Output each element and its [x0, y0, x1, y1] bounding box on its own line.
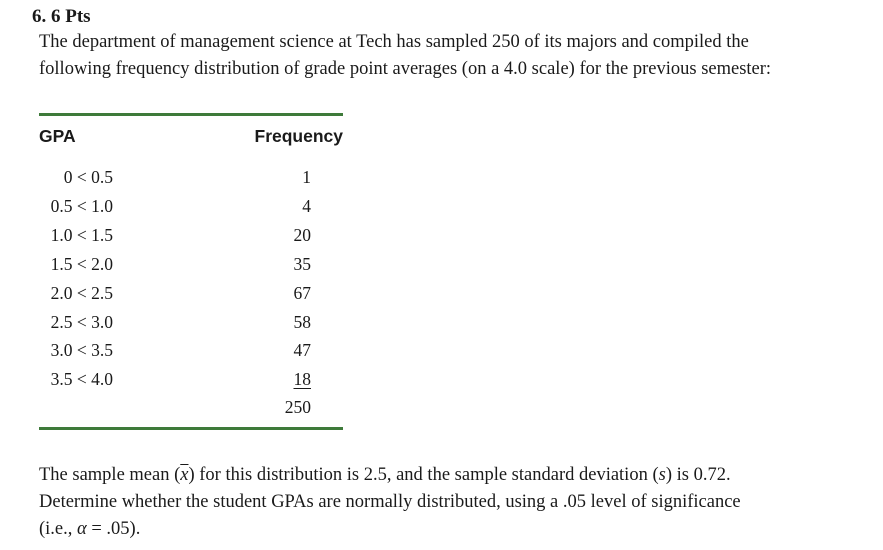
frequency-cell: 67	[293, 283, 311, 303]
frequency-cell: 58	[293, 312, 311, 332]
closing-line-2: Determine whether the student GPAs are normally distributed, using a .05 level of significance	[39, 492, 741, 512]
closing-text: = .05).	[86, 519, 141, 539]
question-number: 6. 6 Pts	[32, 6, 91, 27]
gpa-cell: 0 < 0.5	[63, 167, 113, 187]
intro-line-2: following frequency distribution of grade point averages (on a 4.0 scale) for the previous semester:	[39, 59, 772, 79]
header-frequency: Frequency	[254, 126, 343, 146]
table-row	[39, 250, 343, 278]
closing-text: ) for this distribution is 2.5, and the sample standard deviation (	[188, 465, 659, 485]
gpa-cell: 0.5 < 1.0	[50, 196, 113, 216]
closing-text: (i.e.,	[39, 519, 78, 539]
gpa-cell: 1.5 < 2.0	[50, 254, 113, 274]
question-intro	[39, 29, 859, 83]
gpa-cell: 1.0 < 1.5	[50, 225, 113, 245]
gpa-cell: 2.5 < 3.0	[50, 312, 113, 332]
table-row	[39, 221, 343, 249]
alpha-symbol: α	[77, 519, 87, 539]
frequency-cell: 35	[293, 254, 311, 274]
s-symbol: s	[658, 465, 666, 485]
table-row	[39, 308, 343, 336]
closing-text: The sample mean (	[39, 465, 181, 485]
gpa-cell: 2.0 < 2.5	[50, 283, 113, 303]
table-total-row	[39, 393, 343, 421]
x-bar-symbol: $\overline{x}$	[180, 465, 189, 485]
gpa-cell: 3.5 < 4.0	[50, 369, 113, 389]
closing-line-1	[39, 462, 859, 489]
closing-line-3	[39, 516, 859, 543]
table-row	[39, 192, 343, 220]
frequency-cell: 47	[293, 340, 311, 360]
frequency-cell: 1	[302, 167, 311, 187]
table-bottom-rule	[39, 427, 343, 430]
intro-line-1: The department of management science at Tech has sampled 250 of its majors and compiled the	[39, 32, 749, 52]
table-row	[39, 365, 343, 393]
frequency-cell: 4	[302, 196, 311, 216]
table-row	[39, 336, 343, 364]
frequency-cell: 20	[293, 225, 311, 245]
gpa-cell: 3.0 < 3.5	[50, 340, 113, 360]
table-top-rule	[39, 113, 343, 116]
table-row	[39, 163, 343, 191]
question-closing	[39, 462, 859, 543]
closing-text: ) is 0.72.	[665, 465, 731, 485]
frequency-total: 250	[284, 397, 311, 417]
gpa-frequency-table	[39, 113, 343, 431]
frequency-cell: 18	[293, 369, 311, 389]
table-row	[39, 279, 343, 307]
header-gpa: GPA	[39, 126, 76, 146]
